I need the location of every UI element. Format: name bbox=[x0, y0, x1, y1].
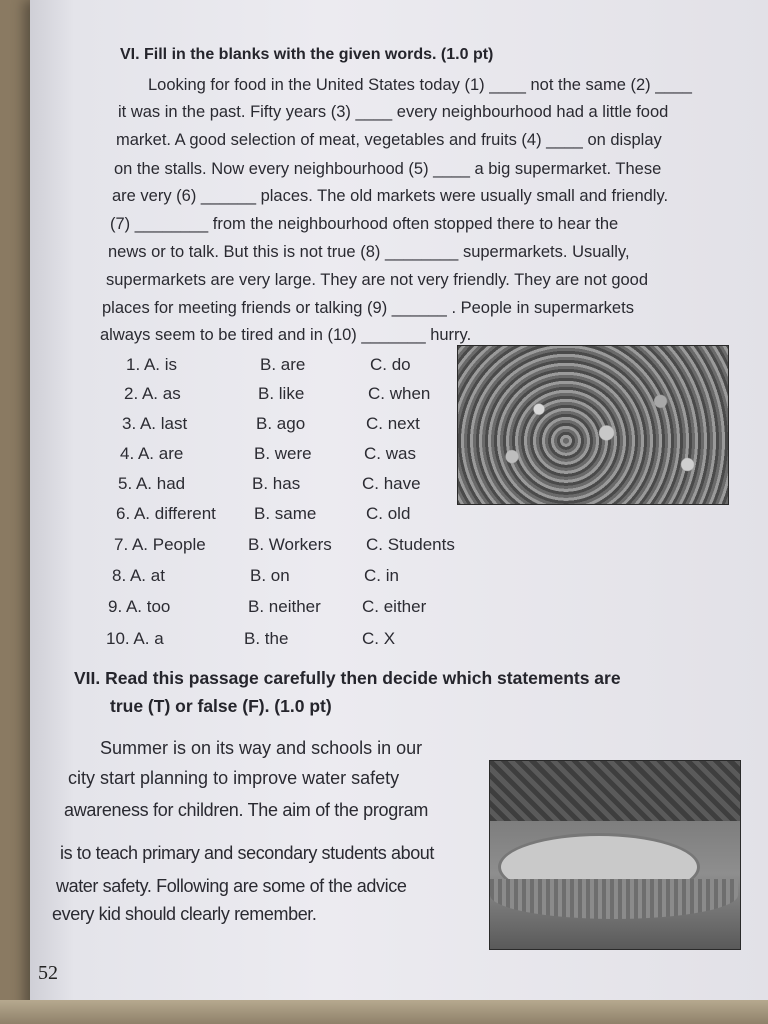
option-b: B. the bbox=[244, 629, 289, 648]
option-b: B. Workers bbox=[248, 535, 332, 554]
option-b: B. ago bbox=[256, 414, 306, 433]
passage-line: places for meeting friends or talking (9) ______ . People in supermarkets bbox=[102, 299, 634, 317]
option-a: 6. A. different bbox=[116, 504, 216, 523]
pool-photo bbox=[489, 760, 741, 950]
option-c: C. when bbox=[368, 384, 431, 403]
option-c: C. have bbox=[362, 474, 421, 493]
passage-line: awareness for children. The aim of the program bbox=[64, 800, 429, 820]
section-7-heading-cont: true (T) or false (F). (1.0 pt) bbox=[110, 696, 332, 716]
option-a: 2. A. as bbox=[124, 384, 181, 403]
passage-line: water safety. Following are some of the advice bbox=[56, 876, 407, 896]
worksheet-page bbox=[30, 0, 768, 1024]
table-surface bbox=[0, 1000, 768, 1024]
option-a: 4. A. are bbox=[120, 444, 184, 463]
option-a: 3. A. last bbox=[122, 414, 188, 433]
passage-line: (7) ________ from the neighbourhood often stopped there to hear the bbox=[110, 215, 619, 233]
passage-line: market. A good selection of meat, vegetables and fruits (4) ____ on display bbox=[116, 131, 662, 149]
pool-deck bbox=[490, 879, 738, 919]
option-b: B. has bbox=[252, 474, 301, 493]
option-a: 9. A. too bbox=[108, 597, 171, 616]
passage-line: news or to talk. But this is not true (8) ________ supermarkets. Usually, bbox=[108, 243, 630, 261]
option-b: B. same bbox=[254, 504, 317, 523]
option-c: C. old bbox=[366, 504, 411, 523]
option-a: 8. A. at bbox=[112, 566, 165, 585]
option-c: C. was bbox=[364, 444, 416, 463]
passage-line: are very (6) ______ places. The old markets were usually small and friendly. bbox=[112, 187, 669, 205]
option-b: B. are bbox=[260, 355, 306, 374]
passage-line: every kid should clearly remember. bbox=[52, 904, 317, 924]
passage-line: supermarkets are very large. They are not very friendly. They are not good bbox=[106, 271, 649, 289]
option-b: B. on bbox=[250, 566, 290, 585]
passage-line: is to teach primary and secondary students about bbox=[60, 843, 435, 863]
section-6-heading: VI. Fill in the blanks with the given words. (1.0 pt) bbox=[120, 46, 494, 63]
passage-line: Summer is on its way and schools in our bbox=[100, 738, 423, 758]
option-c: C. do bbox=[370, 355, 411, 374]
passage-line: always seem to be tired and in (10) _______ hurry. bbox=[100, 326, 472, 344]
option-c: C. either bbox=[362, 597, 427, 616]
market-photo bbox=[457, 345, 729, 505]
option-c: C. in bbox=[364, 566, 399, 585]
trees-area bbox=[490, 761, 740, 821]
option-a: 1. A. is bbox=[126, 355, 178, 374]
passage-line: city start planning to improve water safety bbox=[68, 768, 400, 788]
passage-line: on the stalls. Now every neighbourhood (5) ____ a big supermarket. These bbox=[114, 160, 662, 178]
passage-line: it was in the past. Fifty years (3) ____ every neighbourhood had a little food bbox=[118, 103, 669, 121]
passage-line: Looking for food in the United States today (1) ____ not the same (2) ____ bbox=[148, 76, 692, 94]
option-b: B. were bbox=[254, 444, 312, 463]
option-c: C. next bbox=[366, 414, 420, 433]
option-b: B. neither bbox=[248, 597, 321, 616]
option-a: 7. A. People bbox=[114, 535, 206, 554]
option-a: 5. A. had bbox=[118, 474, 186, 493]
option-b: B. like bbox=[258, 384, 305, 403]
option-c: C. X bbox=[362, 629, 396, 648]
page-number: 52 bbox=[38, 962, 58, 984]
section-7-heading: VII. Read this passage carefully then decide which statements are bbox=[74, 668, 621, 688]
option-a: 10. A. a bbox=[106, 629, 164, 648]
option-c: C. Students bbox=[366, 535, 455, 554]
